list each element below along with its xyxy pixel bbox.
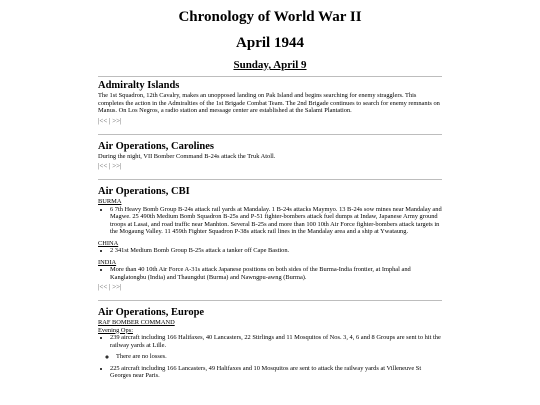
section-divider [98,179,442,180]
list-item: • 225 aircraft including 166 Lancasters, 49 Halifaxes and 10 Mosquitos are sent to attack the railway yards at Villeneuve St Georges near Paris. [110,365,442,380]
prev-link[interactable]: |<< [98,283,108,291]
list-evening-ops-2 [98,365,442,380]
subheading-raf-bomber-command: RAF BOMBER COMMAND [98,319,175,326]
list-item: • 2 341st Medium Bomb Group B-25s attack a tanker off Cape Bastion. [110,247,442,255]
section-nav [98,162,442,171]
page-title: Chronology of World War II [178,9,362,25]
prev-link[interactable]: |<< [98,162,108,170]
subheading-evening-ops: Evening Ops: [98,326,133,334]
list-item: • 6 7th Heavy Bomb Group B-24s attack rail yards at Mandalay. 1 B-24s attacks Maymyo. 13 B-24s sow mines near Mandalay and Magwe. 25 490th Medium Bomb Squadron B-25s and P-51 fighter-bombers attack fuel dumps at Indaw, Japanese Army ground troops at Lasai, and road traffic near Manhton. Several B-25s and more than 100 10th Air Force fighter-bombers attack targets in the Mogaung Valley. 11 459th Fighter Squadron P-38s attack rail lines in the Mandalay area and a ship at Ywataung. [110,206,442,236]
sub-list [98,353,442,361]
section-nav [98,117,442,126]
next-link[interactable]: >>| [112,283,122,291]
list-evening-ops [98,334,442,349]
list-china [98,247,442,255]
content [98,80,442,380]
section-heading: Air Operations, Europe [98,307,205,318]
section-admiralty-islands [98,80,442,126]
section-heading: Admiralty Islands [98,80,180,91]
list-burma [98,206,442,236]
list-item: ◦ There are no losses. [116,353,442,361]
nav-separator: | [109,162,111,170]
section-heading: Air Operations, CBI [98,186,190,197]
section-text: The 1st Squadron, 12th Cavalry, makes an unopposed landing on Pak Island and begins searching for enemy stragglers. This completes the action in the Admiralties of the 1st Brigade Combat Team. The 2nd Brigade continues to search for enemy remnants on Manus. On Los Negros, a radio station and message center are established at the Salami Plantation. [98,92,440,114]
month-heading: April 1944 [236,35,304,51]
section-divider [98,134,442,135]
header-divider [98,76,442,77]
subheading-india: INDIA [98,258,117,266]
list-india [98,266,442,281]
list-item: • More than 40 10th Air Force A-31s attack Japanese positions on both sides of the Burma-India frontier, at Imphal and Kanglatongbu (India) and Thaungdut (Burma) and Nawngpu-awng (Burma). [110,266,442,281]
nav-separator: | [109,283,111,291]
section-text: During the night, VII Bomber Command B-24s attack the Truk Atoll. [98,152,276,160]
section-air-ops-europe [98,307,442,380]
section-divider [98,300,442,301]
section-heading: Air Operations, Carolines [98,140,214,152]
subheading-china: CHINA [98,239,119,247]
next-link[interactable]: >>| [112,162,122,170]
section-air-ops-carolines [98,141,442,172]
prev-link[interactable]: |<< [98,116,108,125]
nav-separator: | [109,116,111,125]
day-heading: Sunday, April 9 [233,59,307,71]
section-nav [98,283,442,292]
section-air-ops-cbi [98,186,442,292]
list-item: • 239 aircraft including 166 Halifaxes, 40 Lancasters, 22 Stirlings and 11 Mosquitos of Nos. 3, 4, 6 and 8 Groups are sent to hit the railway yards at Lille. [110,334,442,349]
next-link[interactable]: >>| [112,116,122,125]
subheading-burma: BURMA [98,198,122,205]
